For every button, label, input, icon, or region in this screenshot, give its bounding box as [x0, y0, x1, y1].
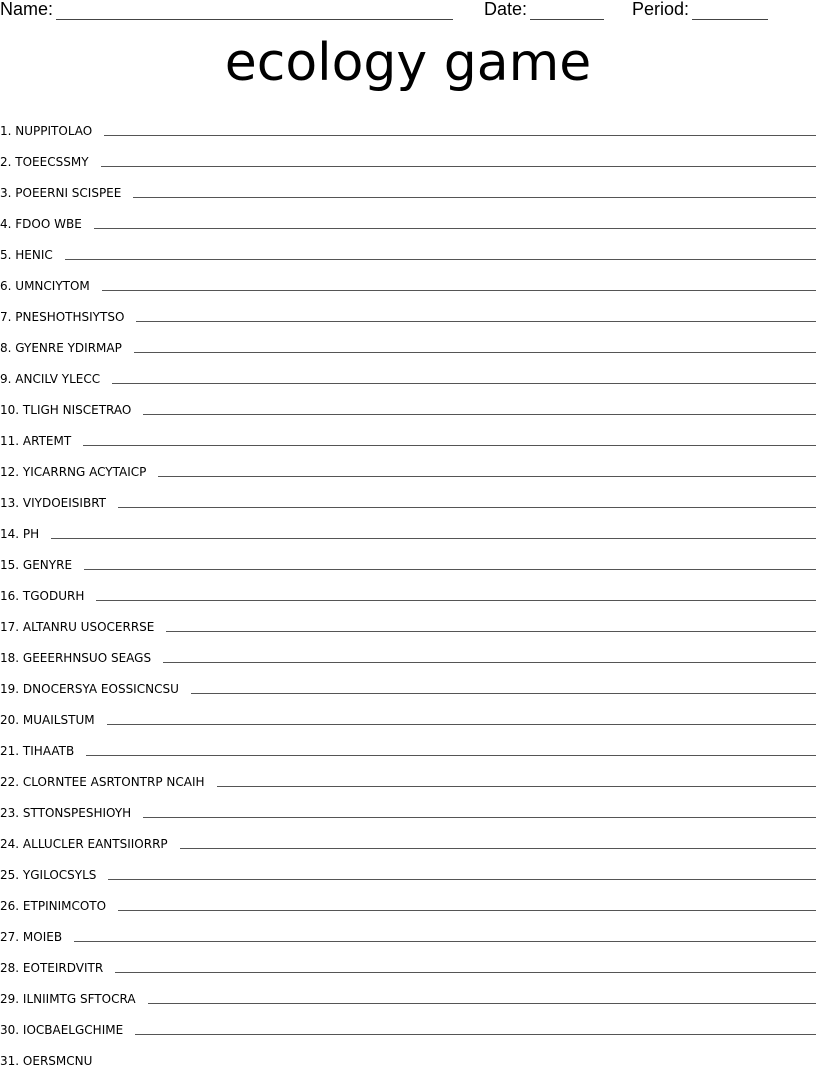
question-scramble	[0, 341, 122, 356]
question-list	[0, 108, 816, 1069]
question-text: POEERNI SCISPEE	[15, 186, 122, 200]
answer-line[interactable]	[65, 249, 816, 260]
question-number: 20.	[0, 713, 20, 727]
period-label: Period:	[632, 0, 690, 19]
answer-line[interactable]	[104, 125, 816, 136]
question-text: IOCBAELGCHIME	[22, 1023, 124, 1037]
answer-line[interactable]	[191, 683, 816, 694]
answer-line[interactable]	[94, 218, 816, 229]
question-number: 3.	[0, 186, 12, 200]
question-row	[0, 1007, 816, 1038]
question-scramble	[0, 837, 168, 852]
question-text: STTONSPESHIOYH	[22, 806, 132, 820]
question-number: 4.	[0, 217, 12, 231]
question-scramble	[0, 186, 121, 201]
question-number: 21.	[0, 744, 20, 758]
question-number: 6.	[0, 279, 12, 293]
answer-line[interactable]	[148, 993, 816, 1004]
question-text: YGILOCSYLS	[22, 868, 97, 882]
question-number: 9.	[0, 372, 12, 386]
answer-line[interactable]	[135, 1024, 816, 1035]
question-scramble	[0, 713, 95, 728]
question-scramble	[0, 775, 205, 790]
question-number: 22.	[0, 775, 20, 789]
question-scramble	[0, 961, 103, 976]
name-input-line[interactable]	[56, 2, 453, 20]
question-number: 14.	[0, 527, 20, 541]
question-row	[0, 542, 816, 573]
question-row	[0, 604, 816, 635]
answer-line[interactable]	[136, 311, 816, 322]
question-number: 23.	[0, 806, 20, 820]
question-text: HENIC	[15, 248, 53, 262]
date-field	[484, 0, 604, 20]
question-scramble	[0, 248, 53, 263]
answer-line[interactable]	[84, 559, 816, 570]
question-text: TOEECSSMY	[15, 155, 89, 169]
answer-line[interactable]	[143, 807, 816, 818]
question-scramble	[0, 279, 90, 294]
question-scramble	[0, 868, 96, 883]
question-row	[0, 759, 816, 790]
question-number: 25.	[0, 868, 20, 882]
question-row	[0, 170, 816, 201]
question-number: 11.	[0, 434, 20, 448]
question-text: EOTEIRDVITR	[22, 961, 104, 975]
question-row	[0, 480, 816, 511]
question-text: GEEERHNSUO SEAGS	[22, 651, 152, 665]
answer-line[interactable]	[133, 187, 816, 198]
question-row	[0, 1038, 816, 1069]
question-row	[0, 511, 816, 542]
question-text: TLIGH NISCETRAO	[22, 403, 132, 417]
question-number: 28.	[0, 961, 20, 975]
question-number: 5.	[0, 248, 12, 262]
question-scramble	[0, 496, 106, 511]
question-scramble	[0, 620, 154, 635]
question-row	[0, 418, 816, 449]
answer-line[interactable]	[118, 497, 816, 508]
name-field	[0, 0, 453, 20]
question-number: 12.	[0, 465, 20, 479]
question-text: TIHAATB	[22, 744, 75, 758]
question-text: ALTANRU USOCERRSE	[22, 620, 155, 634]
question-number: 7.	[0, 310, 12, 324]
question-number: 19.	[0, 682, 20, 696]
name-label: Name:	[0, 0, 54, 19]
question-scramble	[0, 155, 89, 170]
answer-line[interactable]	[74, 931, 816, 942]
question-number: 24.	[0, 837, 20, 851]
question-row	[0, 263, 816, 294]
answer-line[interactable]	[158, 466, 816, 477]
question-row	[0, 201, 816, 232]
question-number: 1.	[0, 124, 12, 138]
question-text: VIYDOEISIBRT	[22, 496, 106, 510]
question-text: GYENRE YDIRMAP	[15, 341, 122, 355]
question-row	[0, 232, 816, 263]
answer-line[interactable]	[51, 528, 816, 539]
period-field	[632, 0, 768, 20]
question-text: ANCILV YLECC	[15, 372, 101, 386]
question-text: OERSMCNU	[22, 1054, 93, 1068]
answer-line[interactable]	[115, 962, 816, 973]
answer-line[interactable]	[107, 714, 816, 725]
question-scramble	[0, 527, 39, 542]
question-number: 29.	[0, 992, 20, 1006]
question-number: 18.	[0, 651, 20, 665]
question-row	[0, 697, 816, 728]
answer-line[interactable]	[143, 404, 816, 415]
question-row	[0, 294, 816, 325]
answer-line[interactable]	[102, 280, 816, 291]
question-text: CLORNTEE ASRTONTRP NCAIH	[22, 775, 205, 789]
question-row	[0, 914, 816, 945]
question-number: 27.	[0, 930, 20, 944]
question-text: ETPINIMCOTO	[22, 899, 107, 913]
question-scramble	[0, 465, 146, 480]
question-scramble	[0, 372, 100, 387]
question-text: UMNCIYTOM	[15, 279, 90, 293]
answer-line[interactable]	[86, 745, 816, 756]
question-text: MUAILSTUM	[22, 713, 95, 727]
question-text: TGODURH	[22, 589, 85, 603]
answer-line[interactable]	[118, 900, 816, 911]
question-text: YICARRNG ACYTAICP	[22, 465, 147, 479]
question-number: 10.	[0, 403, 20, 417]
answer-line[interactable]	[134, 342, 816, 353]
question-row	[0, 139, 816, 170]
question-text: DNOCERSYA EOSSICNCSU	[22, 682, 179, 696]
answer-line[interactable]	[96, 590, 816, 601]
question-scramble	[0, 1023, 123, 1038]
question-text: FDOO WBE	[15, 217, 82, 231]
page-title: ecology game	[224, 33, 592, 93]
question-number: 13.	[0, 496, 20, 510]
worksheet-header	[0, 0, 816, 22]
question-text: ARTEMT	[22, 434, 72, 448]
question-scramble	[0, 124, 92, 139]
answer-line[interactable]	[166, 621, 816, 632]
question-row	[0, 108, 816, 139]
question-scramble	[0, 1054, 92, 1069]
question-text: GENYRE	[22, 558, 73, 572]
question-row	[0, 883, 816, 914]
answer-line[interactable]	[217, 776, 816, 787]
answer-line[interactable]	[112, 373, 816, 384]
question-row	[0, 356, 816, 387]
answer-line[interactable]	[180, 838, 816, 849]
question-scramble	[0, 682, 179, 697]
question-row	[0, 666, 816, 697]
question-row	[0, 976, 816, 1007]
question-scramble	[0, 310, 124, 325]
answer-line[interactable]	[101, 156, 816, 167]
question-row	[0, 449, 816, 480]
answer-line[interactable]	[83, 435, 816, 446]
question-text: NUPPITOLAO	[15, 124, 93, 138]
question-text: PNESHOTHSIYTSO	[15, 310, 125, 324]
question-number: 8.	[0, 341, 12, 355]
question-row	[0, 325, 816, 356]
question-row	[0, 728, 816, 759]
answer-line[interactable]	[108, 869, 816, 880]
question-scramble	[0, 589, 84, 604]
question-row	[0, 821, 816, 852]
question-number: 26.	[0, 899, 20, 913]
question-text: PH	[22, 527, 40, 541]
question-number: 15.	[0, 558, 20, 572]
question-text: MOIEB	[22, 930, 63, 944]
date-label: Date:	[484, 0, 528, 19]
question-number: 17.	[0, 620, 20, 634]
question-row	[0, 790, 816, 821]
question-row	[0, 573, 816, 604]
question-scramble	[0, 930, 62, 945]
question-number: 16.	[0, 589, 20, 603]
question-number: 31.	[0, 1054, 20, 1068]
question-row	[0, 635, 816, 666]
question-number: 2.	[0, 155, 12, 169]
period-input-line[interactable]	[692, 2, 768, 20]
question-text: ALLUCLER EANTSIIORRP	[22, 837, 168, 851]
question-number: 30.	[0, 1023, 20, 1037]
answer-line[interactable]	[163, 652, 816, 663]
question-scramble	[0, 992, 136, 1007]
question-text: ILNIIMTG SFTOCRA	[22, 992, 136, 1006]
question-scramble	[0, 744, 74, 759]
question-scramble	[0, 217, 82, 232]
question-scramble	[0, 899, 106, 914]
question-scramble	[0, 434, 71, 449]
question-row	[0, 852, 816, 883]
question-scramble	[0, 403, 131, 418]
question-row	[0, 387, 816, 418]
question-scramble	[0, 558, 72, 573]
question-scramble	[0, 651, 151, 666]
question-row	[0, 945, 816, 976]
date-input-line[interactable]	[530, 2, 604, 20]
question-scramble	[0, 806, 131, 821]
